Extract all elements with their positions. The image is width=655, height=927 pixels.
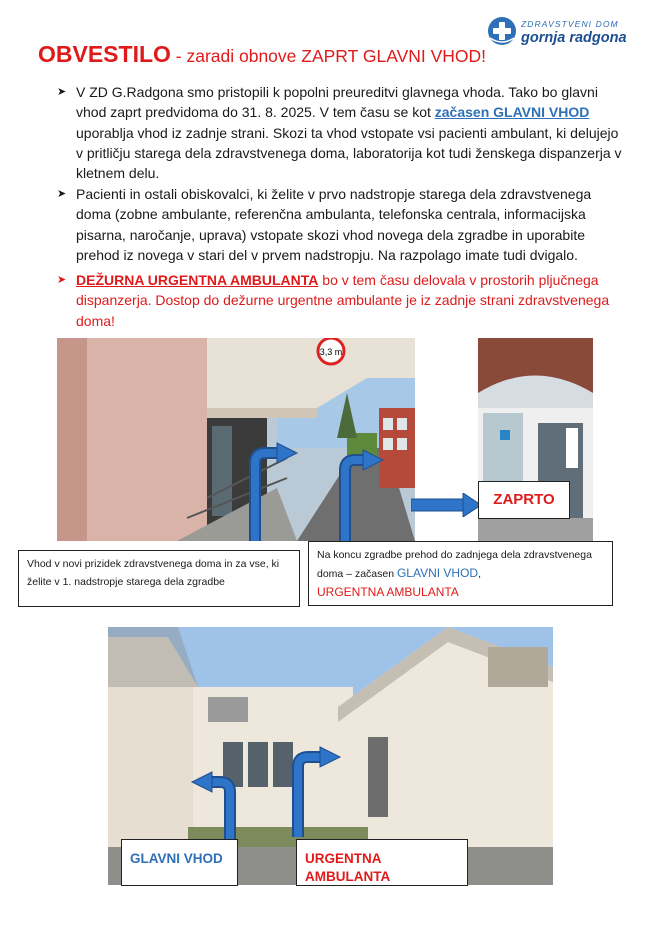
callout-new-annex-text: Vhod v novi prizidek zdravstvenega doma in za vse, ki želite v 1. nadstropje starega dela zgradbe (27, 558, 280, 588)
height-sign-text: 3,3 m (319, 347, 343, 357)
bullet-3 (57, 270, 625, 331)
main-entrance-label: GLAVNI VHOD (121, 839, 238, 886)
callout-new-annex (18, 550, 300, 607)
logo-line1: ZDRAVSTVENI DOM (521, 19, 619, 29)
medical-cross-icon (487, 16, 517, 46)
photo-closed-entrance (57, 338, 415, 541)
title-main: OBVESTILO (38, 41, 171, 67)
bullet-arrow-icon: ➤ (57, 274, 67, 286)
bullet-1 (57, 82, 625, 183)
closed-label: ZAPRTO (478, 481, 570, 519)
bullet-3-post: bo v tem času delovala v prostorih pljučnega dispanzerja. Dostop do dežurne urgentne ambulante je iz zadnje strani zdravstvenega doma! (76, 272, 610, 329)
logo-line2: gornja radgona (521, 30, 627, 46)
callout-passage-blue: GLAVNI VHOD (396, 566, 479, 580)
arrow-right-icon (411, 493, 483, 517)
bullet-1-pre: V ZD G.Radgona smo pristopili k popolni preureditvi glavnega vhoda. Tako bo glavni vhod zaprt predvidoma do 31. 8. 2025. V tem času se kot (76, 84, 598, 121)
bullet-2-text: Pacienti in ostali obiskovalci, ki želite v prvo nadstropje starega dela zdravstvenega doma (zobne ambulante, referenčna ambulanta, telefonska centrala, informacijska pisarna, naročanje, uprava) vstopate skozi vhod novega dela zgradbe in uporabite prehod iz novega v stari del v prvem nadstropju. Na razpolago imate tudi dvigalo. (76, 186, 592, 263)
bullet-1-highlight: začasen GLAVNI VHOD (434, 104, 590, 121)
title-sub: - zaradi obnove ZAPRT GLAVNI VHOD! (170, 46, 487, 66)
bullet-3-highlight: DEŽURNA URGENTNA AMBULANTA (76, 272, 319, 288)
emergency-label: URGENTNA AMBULANTA (296, 839, 468, 886)
page-title (38, 41, 486, 68)
bullet-arrow-icon: ➤ (57, 188, 67, 200)
bullet-2 (57, 184, 625, 265)
logo (487, 16, 637, 50)
bullet-arrow-icon: ➤ (57, 86, 67, 98)
callout-passage-comma: , (478, 568, 482, 580)
callout-passage-pre: Na koncu zgradbe prehod do zadnjega dela zdravstvenega doma – začasen (317, 549, 592, 580)
callout-passage (308, 541, 613, 606)
callout-passage-red: URGENTNA AMBULANTA (317, 585, 459, 599)
bullet-1-post: uporablja vhod iz zadnje strani. Skozi ta vhod vstopate vsi pacienti ambulant, ki delujejo v pritličju starega dela zdravstvenega doma, laboratorija kot tudi ženskega dispanzerja v kletnem delu. (76, 124, 622, 182)
